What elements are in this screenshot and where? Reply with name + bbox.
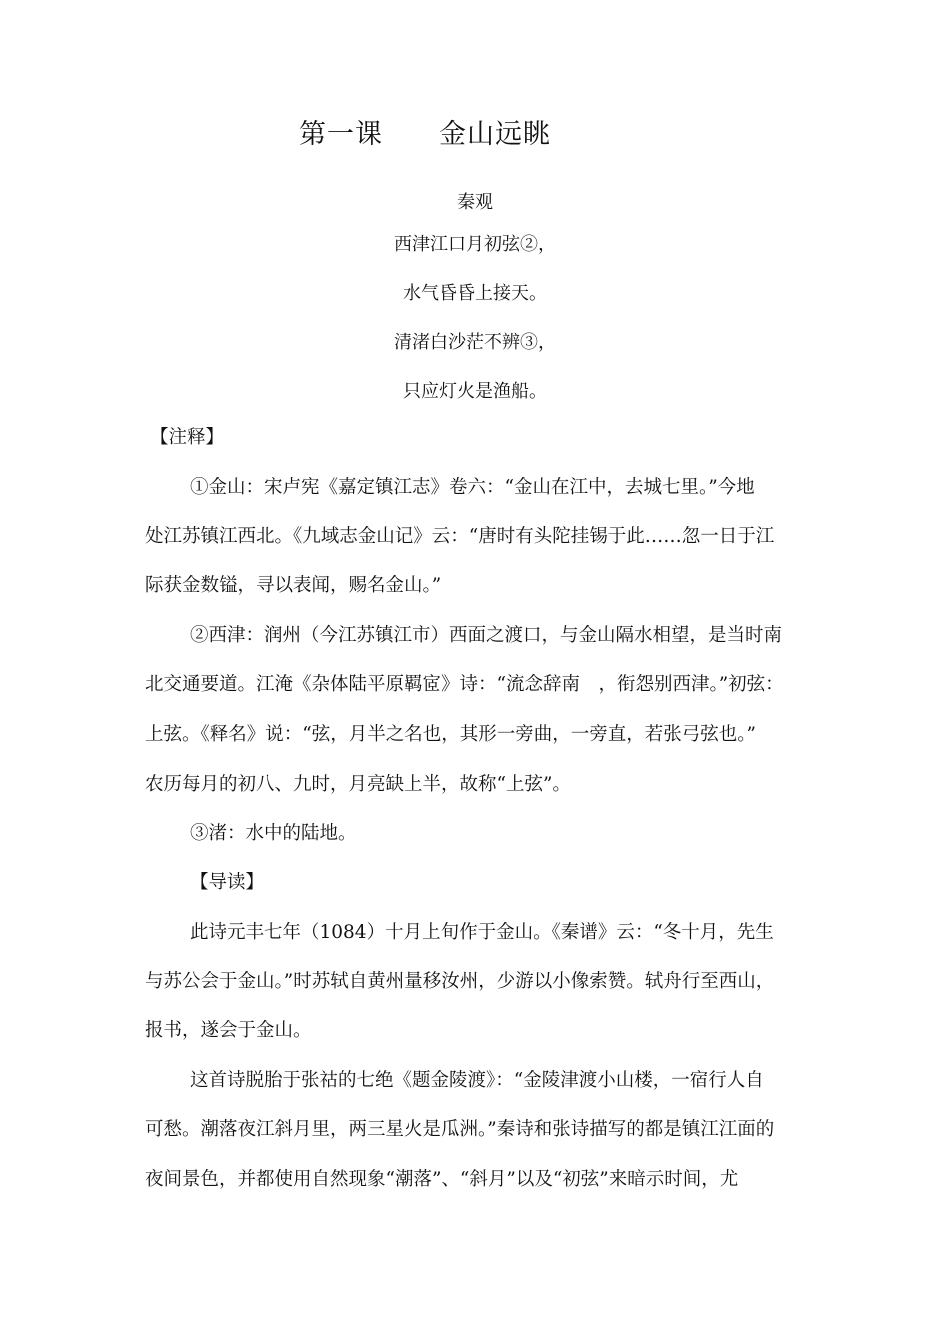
- note-line: 处江苏镇江西北。《九域志金山记》云：“唐时有头陀挂锡于此……忽一日于江: [145, 526, 775, 547]
- notes-heading: 【注释】: [150, 427, 225, 448]
- guide-heading: 【导读】: [190, 872, 265, 893]
- guide-line: 报书，遂会于金山。: [145, 1020, 312, 1041]
- guide-line: 此诗元丰七年（1084）十月上旬作于金山。《秦谱》云：“冬十月，先生: [190, 922, 774, 943]
- note-line: ②西津：润州（今江苏镇江市）西面之渡口，与金山隔水相望，是当时南: [190, 625, 783, 646]
- note-line: 农历每月的初八、九时，月亮缺上半，故称“上弦”。: [145, 774, 571, 795]
- guide-line: 这首诗脱胎于张祜的七绝《题金陵渡》：“金陵津渡小山楼，一宿行人自: [190, 1070, 764, 1091]
- guide-line: 与苏公会于金山。”时苏轼自黄州量移汝州，少游以小像索赞。轼舟行至西山，: [145, 971, 775, 992]
- poem-line: 水气昏昏上接天。: [403, 283, 547, 304]
- poem-line: 清渚白沙茫不辨③，: [394, 332, 556, 353]
- lesson-title: 第一课 金山远眺: [299, 119, 551, 150]
- note-line: 北交通要道。江淹《杂体陆平原羁宧》诗：“流念辞南 ，衔怨别西津。”初弦：: [145, 674, 784, 695]
- guide-line: 可愁。潮落夜江斜月里，两三星火是瓜洲。”秦诗和张诗描写的都是镇江江面的: [145, 1119, 775, 1140]
- poem-author: 秦观: [457, 192, 493, 213]
- poem-line: 只应灯火是渔船。: [403, 381, 547, 402]
- note-line: 上弦。《释名》说：“弦，月半之名也，其形一旁曲，一旁直，若张弓弦也。”: [145, 724, 756, 745]
- note-line: ①金山：宋卢宪《嘉定镇江志》卷六：“金山在江中，去城七里。”今地: [190, 477, 755, 498]
- poem-line: 西津江口月初弦②，: [394, 234, 556, 255]
- note-line: ③渚：水中的陆地。: [190, 823, 357, 844]
- note-line: 际获金数镒，寻以表闻，赐名金山。”: [145, 575, 442, 596]
- guide-line: 夜间景色，并都使用自然现象“潮落”、“斜月”以及“初弦”来暗示时间，尤: [145, 1169, 739, 1190]
